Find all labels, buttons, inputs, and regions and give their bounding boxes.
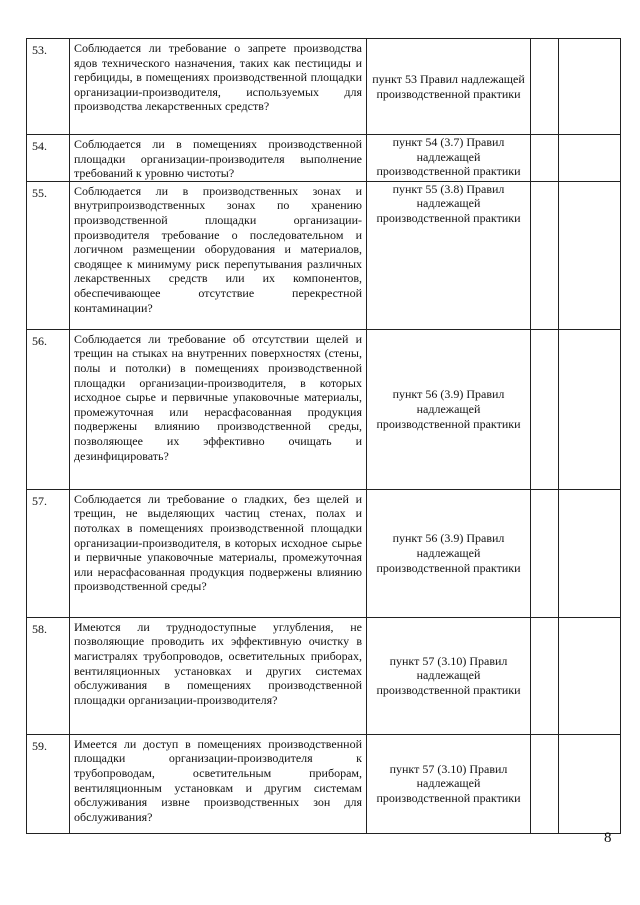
- row-number: 57.: [27, 489, 70, 617]
- table-row: [27, 489, 621, 617]
- answer-cell: [531, 181, 559, 329]
- requirement-question: Соблюдается ли требование о запрете производства ядов технического назначения, таких как пестициды и гербициды, в помещениях производственной площадки организации-производителя, используемых для производства лекарственных средств?: [70, 39, 367, 135]
- requirement-question: Соблюдается ли требование об отсутствии щелей и трещин на стыках на внутренних поверхностях (стены, полы и потолки) в помещениях производственной площадки организации-производителя, в которых исходное сырье и первичные упаковочные материалы, промежуточная или нерасфасованная продукция подвержены влиянию производственной среды, позволяющее их эффективно очищать и дезинфицировать?: [70, 329, 367, 489]
- legal-reference-text: пункт 57 (3.10) Правил надлежащей производственной практики: [376, 761, 521, 806]
- requirements-table: [26, 38, 621, 834]
- legal-reference: [367, 617, 531, 734]
- legal-reference: [367, 181, 531, 329]
- legal-reference: [367, 135, 531, 182]
- comment-cell: [559, 39, 621, 135]
- row-number: 54.: [27, 135, 70, 182]
- answer-cell: [531, 39, 559, 135]
- requirement-question: Соблюдается ли в помещениях производственной площадки организации-производителя выполнение требований к уровню чистоты?: [70, 135, 367, 182]
- answer-cell: [531, 489, 559, 617]
- table-row: [27, 135, 621, 182]
- row-number: 59.: [27, 734, 70, 833]
- legal-reference-text: пункт 56 (3.9) Правил надлежащей производственной практики: [376, 387, 521, 431]
- requirement-question: Имеется ли доступ в помещениях производственной площадки организации-производителя к трубопроводам, осветительным приборам, вентиляционным установкам и другим системам обслуживания извне производственных зон для обслуживания?: [70, 734, 367, 833]
- requirement-question: Соблюдается ли в производственных зонах и внутрипроизводственных зонах по хранению производственной площадки организации-производителя требование о последовательном и логичном размещении оборудования и материалов, сводящее к минимуму риск перепутывания различных лекарственных средств или их компонентов, обеспечивающее отсутствие перекрестной контаминации?: [70, 181, 367, 329]
- comment-cell: [559, 329, 621, 489]
- answer-cell: [531, 734, 559, 833]
- requirement-question: Соблюдается ли требование о гладких, без щелей и трещин, не выделяющих частиц стенах, полах и потолках в помещениях производственной площадки организации-производителя, в которых исходное сырье и первичные упаковочные материалы, промежуточная или нерасфасованная продукция подвержены влиянию производственной среды?: [70, 489, 367, 617]
- answer-cell: [531, 135, 559, 182]
- table-row: [27, 617, 621, 734]
- answer-cell: [531, 329, 559, 489]
- page-number: 8: [604, 830, 612, 846]
- comment-cell: [559, 489, 621, 617]
- comment-cell: [559, 181, 621, 329]
- row-number: 56.: [27, 329, 70, 489]
- requirement-question: Имеются ли труднодоступные углубления, не позволяющие проводить их эффективную очистку в магистралях трубопроводов, осветительных приборах, вентиляционных установках и других системах обслуживания в помещениях производственной площадки организации-производителя?: [70, 617, 367, 734]
- legal-reference: [367, 329, 531, 489]
- row-number: 53.: [27, 39, 70, 135]
- row-number: 58.: [27, 617, 70, 734]
- legal-reference-text: пункт 56 (3.9) Правил надлежащей производственной практики: [376, 531, 521, 575]
- comment-cell: [559, 617, 621, 734]
- table-row: [27, 39, 621, 135]
- table-row: [27, 734, 621, 833]
- answer-cell: [531, 617, 559, 734]
- legal-reference: [367, 489, 531, 617]
- legal-reference-text: пункт 53 Правил надлежащей производственной практики: [372, 71, 525, 101]
- table-row: [27, 181, 621, 329]
- table-row: [27, 329, 621, 489]
- legal-reference: [367, 734, 531, 833]
- legal-reference-text: пункт 54 (3.7) Правил надлежащей производственной практики: [376, 135, 521, 179]
- legal-reference-text: пункт 55 (3.8) Правил надлежащей производственной практики: [376, 181, 521, 225]
- comment-cell: [559, 135, 621, 182]
- row-number: 55.: [27, 181, 70, 329]
- legal-reference-text: пункт 57 (3.10) Правил надлежащей производственной практики: [376, 653, 521, 698]
- comment-cell: [559, 734, 621, 833]
- legal-reference: [367, 39, 531, 135]
